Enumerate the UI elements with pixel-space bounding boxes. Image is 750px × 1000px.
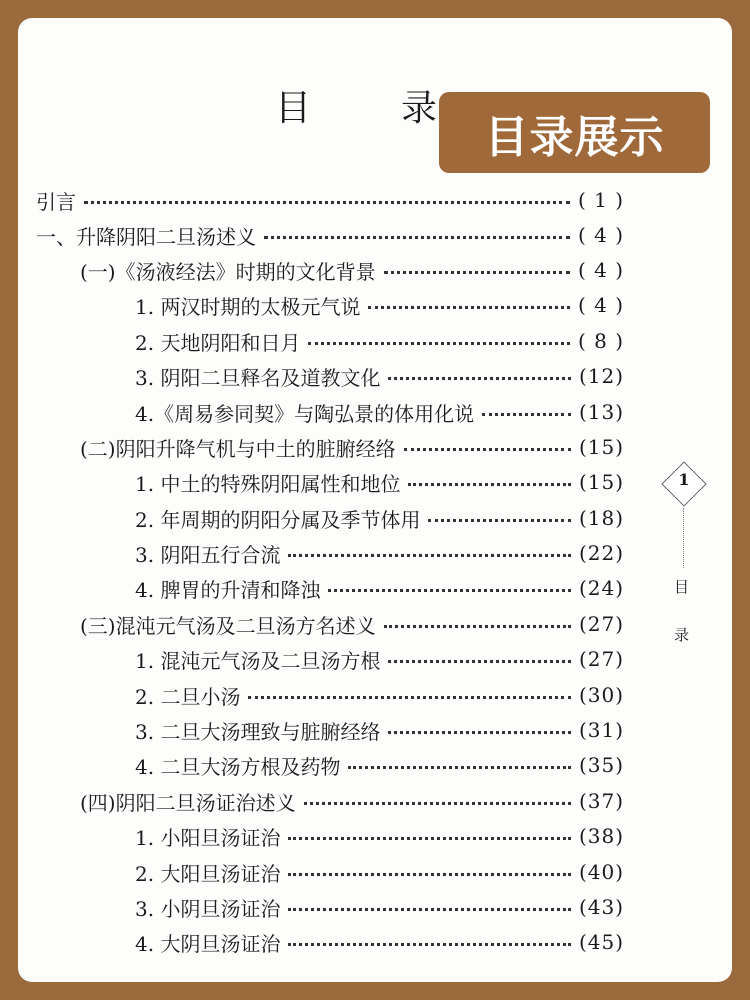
toc-entry[interactable] — [135, 467, 624, 497]
toc-entry-page: (37) — [578, 789, 624, 813]
toc-entry-title: (二)阴阳升降气机与中土的脏腑经络 — [80, 436, 396, 461]
leader-dots — [388, 660, 570, 663]
leader-dots — [388, 731, 570, 734]
leader-dots — [288, 554, 570, 557]
toc-entry-title: 3. 二旦大汤理致与脏腑经络 — [135, 719, 381, 744]
toc-entry-page: (15) — [578, 435, 624, 459]
toc-entry-title: 1. 混沌元气汤及二旦汤方根 — [135, 648, 381, 673]
toc-entry-page: (40) — [578, 860, 624, 884]
toc-entry-page: (35) — [578, 753, 624, 777]
toc-entry[interactable] — [80, 255, 624, 285]
toc-entry[interactable] — [80, 609, 624, 639]
toc-entry-title: 2. 天地阴阳和日月 — [135, 330, 301, 355]
leader-dots — [384, 625, 571, 628]
side-page-number: 1 — [678, 470, 690, 489]
toc-entry-title: 2. 二旦小汤 — [135, 684, 241, 709]
toc-entry-title: (一)《汤液经法》时期的文化背景 — [80, 259, 376, 284]
toc-entry-title: 1. 小阳旦汤证治 — [135, 825, 281, 850]
toc-entry-title: 3. 小阴旦汤证治 — [135, 896, 281, 921]
toc-entry[interactable] — [135, 538, 624, 568]
toc-entry-page: ( 4 ) — [577, 293, 624, 317]
toc-entry-page: (12) — [578, 364, 624, 388]
toc-entry-title: (四)阴阳二旦汤证治述义 — [80, 790, 296, 815]
page-title — [275, 80, 439, 131]
side-label-char-1: 目 — [674, 578, 690, 596]
toc-entry[interactable] — [135, 680, 624, 710]
toc-entry-title: 1. 两汉时期的太极元气说 — [135, 294, 361, 319]
leader-dots — [248, 696, 570, 699]
toc-entry[interactable] — [135, 503, 624, 533]
toc-entry-page: (31) — [578, 718, 624, 742]
leader-dots — [84, 201, 570, 204]
toc-entry[interactable] — [135, 821, 624, 851]
toc-entry[interactable] — [135, 715, 624, 745]
toc-entry-title: 4. 脾胃的升清和降浊 — [135, 577, 321, 602]
leader-dots — [288, 908, 570, 911]
toc-entry[interactable] — [135, 892, 624, 922]
toc-entry-title: 一、升降阴阳二旦汤述义 — [36, 224, 256, 249]
toc-entry[interactable] — [135, 326, 624, 356]
leader-dots — [304, 802, 571, 805]
toc-entry-title: (三)混沌元气汤及二旦汤方名述义 — [80, 613, 376, 638]
leader-dots — [408, 483, 570, 486]
toc-entry-title: 1. 中土的特殊阴阳属性和地位 — [135, 471, 401, 496]
book-page — [18, 18, 732, 982]
toc-entry-title: 4. 二旦大汤方根及药物 — [135, 754, 341, 779]
toc-entry[interactable] — [135, 927, 624, 957]
leader-dots — [264, 236, 570, 239]
toc-entry[interactable] — [135, 857, 624, 887]
toc-entry[interactable] — [36, 185, 624, 215]
toc-entry-title: 2. 大阳旦汤证治 — [135, 861, 281, 886]
leader-dots — [404, 448, 571, 451]
side-label-char-2: 录 — [674, 626, 690, 644]
toc-entry-page: (27) — [578, 612, 624, 636]
leader-dots — [482, 413, 571, 416]
toc-entry-page: (22) — [578, 541, 624, 565]
toc-entry-title: 4. 大阴旦汤证治 — [135, 931, 281, 956]
toc-entry-page: (15) — [578, 470, 624, 494]
toc-entry[interactable] — [135, 290, 624, 320]
toc-entry-page: ( 8 ) — [577, 329, 624, 353]
toc-entry[interactable] — [36, 220, 624, 250]
toc-entry-title: 3. 阴阳二旦释名及道教文化 — [135, 365, 381, 390]
toc-entry-page: (13) — [578, 400, 624, 424]
toc-entry-page: (30) — [578, 683, 624, 707]
toc-entry-title: 3. 阴阳五行合流 — [135, 542, 281, 567]
leader-dots — [368, 306, 570, 309]
toc-entry[interactable] — [135, 361, 624, 391]
leader-dots — [328, 589, 570, 592]
leader-dots — [384, 271, 570, 274]
toc-entry-page: ( 4 ) — [577, 223, 624, 247]
dotted-divider — [683, 508, 684, 568]
title-char-1: 目 — [275, 88, 314, 129]
toc-entry[interactable] — [80, 786, 624, 816]
leader-dots — [428, 519, 570, 522]
toc-entry-page: (18) — [578, 506, 624, 530]
toc-entry-page: ( 1 ) — [577, 188, 624, 212]
leader-dots — [288, 873, 570, 876]
toc-entry[interactable] — [135, 573, 624, 603]
toc-entry-title: 引言 — [36, 189, 76, 214]
toc-entry[interactable] — [135, 397, 624, 427]
toc-entry[interactable] — [80, 432, 624, 462]
title-char-2: 录 — [401, 88, 440, 129]
leader-dots — [348, 766, 570, 769]
leader-dots — [388, 377, 570, 380]
leader-dots — [288, 837, 570, 840]
toc-entry-page: (38) — [578, 824, 624, 848]
toc-entry[interactable] — [135, 644, 624, 674]
toc-entry-title: 2. 年周期的阴阳分属及季节体用 — [135, 507, 421, 532]
toc-entry-page: (27) — [578, 647, 624, 671]
toc-entry-page: (24) — [578, 576, 624, 600]
toc-display-banner: 目录展示 — [439, 92, 710, 173]
toc-entry[interactable] — [135, 750, 624, 780]
toc-entry-page: (45) — [578, 930, 624, 954]
leader-dots — [288, 943, 570, 946]
toc-entry-title: 4.《周易参同契》与陶弘景的体用化说 — [135, 401, 475, 426]
leader-dots — [308, 342, 570, 345]
toc-entry-page: ( 4 ) — [577, 258, 624, 282]
toc-entry-page: (43) — [578, 895, 624, 919]
